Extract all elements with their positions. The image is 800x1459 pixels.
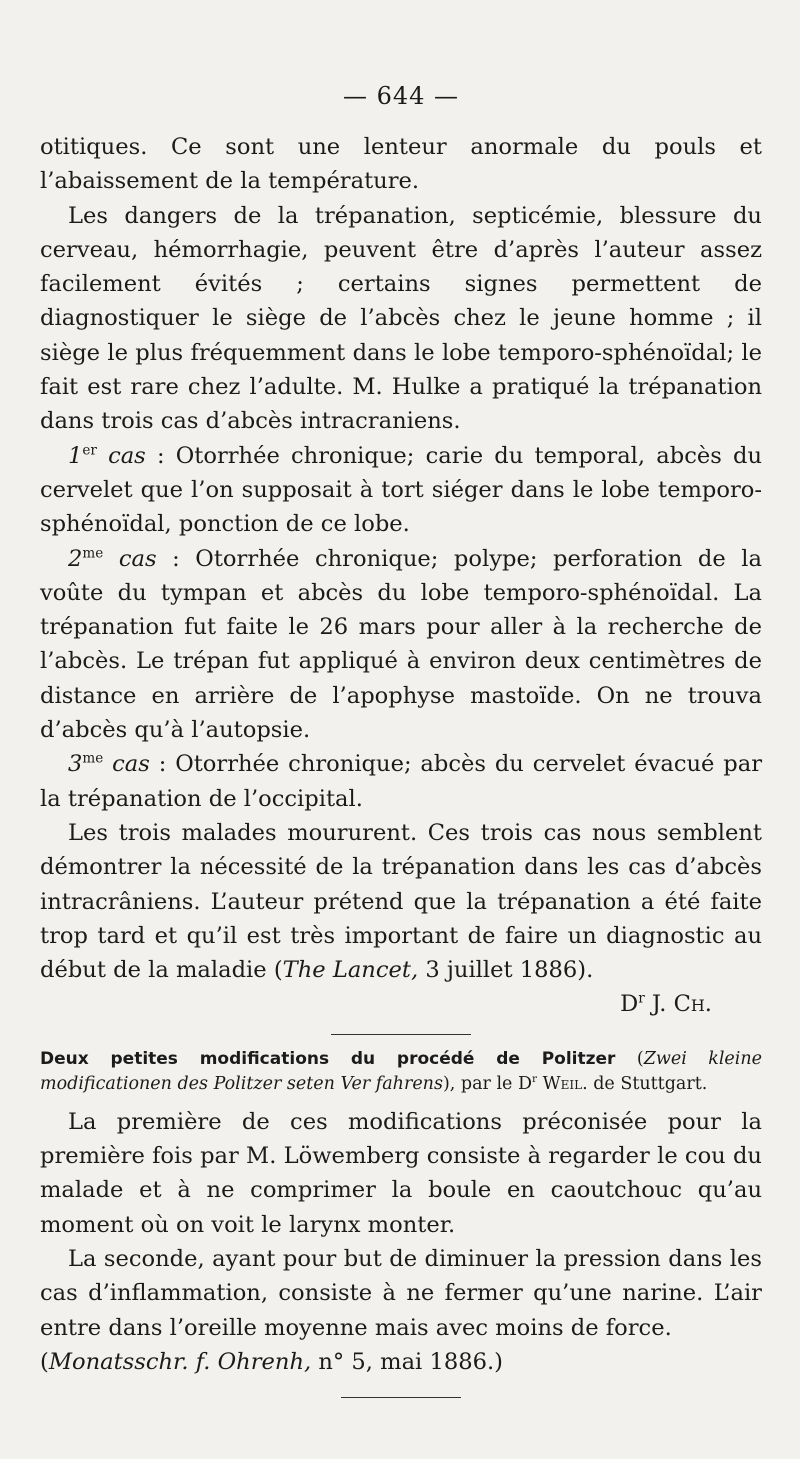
case-3-num: 3	[68, 751, 83, 778]
reference-rest: n° 5, mai 1886.)	[311, 1348, 503, 1375]
paragraph-1: otitiques. Ce sont une lenteur anormale du pouls et l’abaissement de la température.	[40, 134, 762, 195]
page-number: — 644 —	[342, 82, 460, 110]
signature-prefix: D	[620, 991, 639, 1018]
end-divider	[341, 1397, 461, 1398]
article-body	[40, 1105, 762, 1379]
case-2-num: 2	[68, 545, 83, 572]
case-1-text: : Otorrhée chronique; carie du temporal, abcès du cervelet que l’on supposait à tort siéger dans le lobe temporo-sphénoïdal, ponction de ce lobe.	[40, 442, 762, 538]
article-author: Weil	[537, 1073, 583, 1094]
article-by-sup: r	[532, 1072, 538, 1085]
article-heading	[40, 1047, 762, 1097]
source-citation: The Lancet,	[282, 957, 419, 984]
case-1-paragraph	[40, 439, 762, 542]
article-title: Deux petites modifications du procédé de Politzer	[40, 1048, 616, 1069]
signature	[40, 987, 762, 1021]
reference-open: (	[40, 1348, 49, 1375]
reference	[40, 1345, 762, 1379]
case-2-paragraph	[40, 542, 762, 748]
case-3-label: cas	[112, 751, 150, 778]
signature-sup: r	[638, 990, 645, 1007]
case-1-label: cas	[108, 442, 146, 469]
case-2-label: cas	[118, 545, 157, 572]
subtitle-open: (	[615, 1048, 644, 1069]
conclusion-paragraph	[40, 816, 762, 987]
article-place: de Stuttgart.	[587, 1073, 708, 1094]
article-paragraph-1: La première de ces modifications préconisée pour la première fois par M. Löwemberg consiste à regarder le cou du malade et à ne comprimer la boule en caoutchouc qu’au moment où on voit le larynx monter.	[40, 1108, 762, 1238]
page-body	[40, 130, 762, 1398]
case-3-text: : Otorrhée chronique; abcès du cervelet évacué par la trépanation de l’occipital.	[40, 751, 762, 812]
article-subtitle: Zwei kleine modificationen des Politzer seten Ver fahrens	[40, 1048, 763, 1094]
case-3-sup: me	[82, 750, 104, 767]
section-divider	[331, 1034, 471, 1035]
article-by: par le D	[455, 1073, 533, 1094]
article-paragraph-2: La seconde, ayant pour but de diminuer la pression dans les cas d’inflammation, consiste à ne fermer qu’une narine. L’air entre dans l’oreille moyenne mais avec moins de force.	[40, 1245, 762, 1341]
signature-name: J. Ch.	[644, 991, 712, 1018]
source-date: 3 juillet 1886).	[418, 957, 594, 984]
case-2-sup: me	[82, 545, 104, 562]
case-3-paragraph	[40, 747, 762, 816]
case-1-sup: er	[82, 442, 97, 459]
subtitle-close: ),	[442, 1073, 456, 1094]
case-1-num: 1	[68, 442, 83, 469]
reference-journal: Monatsschr. f. Ohrenh,	[48, 1348, 312, 1375]
paragraph-2: Les dangers de la trépanation, septicémie, blessure du cerveau, hémorrhagie, peuvent être d’après l’auteur assez facilement évités ; certains signes permettent de diagnostiquer le siège de l’abcès chez le jeune homme ; il siège le plus fréquemment dans le lobe temporo-sphénoïdal; le fait est rare chez l’adulte. M. Hulke a pratiqué la trépanation dans trois cas d’abcès intracraniens.	[40, 202, 762, 435]
conclusion-text: Les trois malades moururent. Ces trois cas nous semblent démontrer la nécessité de la trépanation dans les cas d’abcès intracrâniens. L’auteur prétend que la trépanation a été faite trop tard et qu’il est très important de faire un diagnostic au début de la maladie (	[40, 819, 762, 984]
case-2-text: : Otorrhée chronique; polype; perforation de la voûte du tympan et abcès du lobe temporo-sphénoïdal. La trépanation fut faite le 26 mars pour aller à la recherche de l’abcès. Le trépan fut appliqué à environ deux centimètres de distance en arrière de l’apophyse mastoïde. On ne trouva d’abcès qu’à l’autopsie.	[40, 545, 762, 744]
article-author-suffix: .	[582, 1073, 588, 1094]
